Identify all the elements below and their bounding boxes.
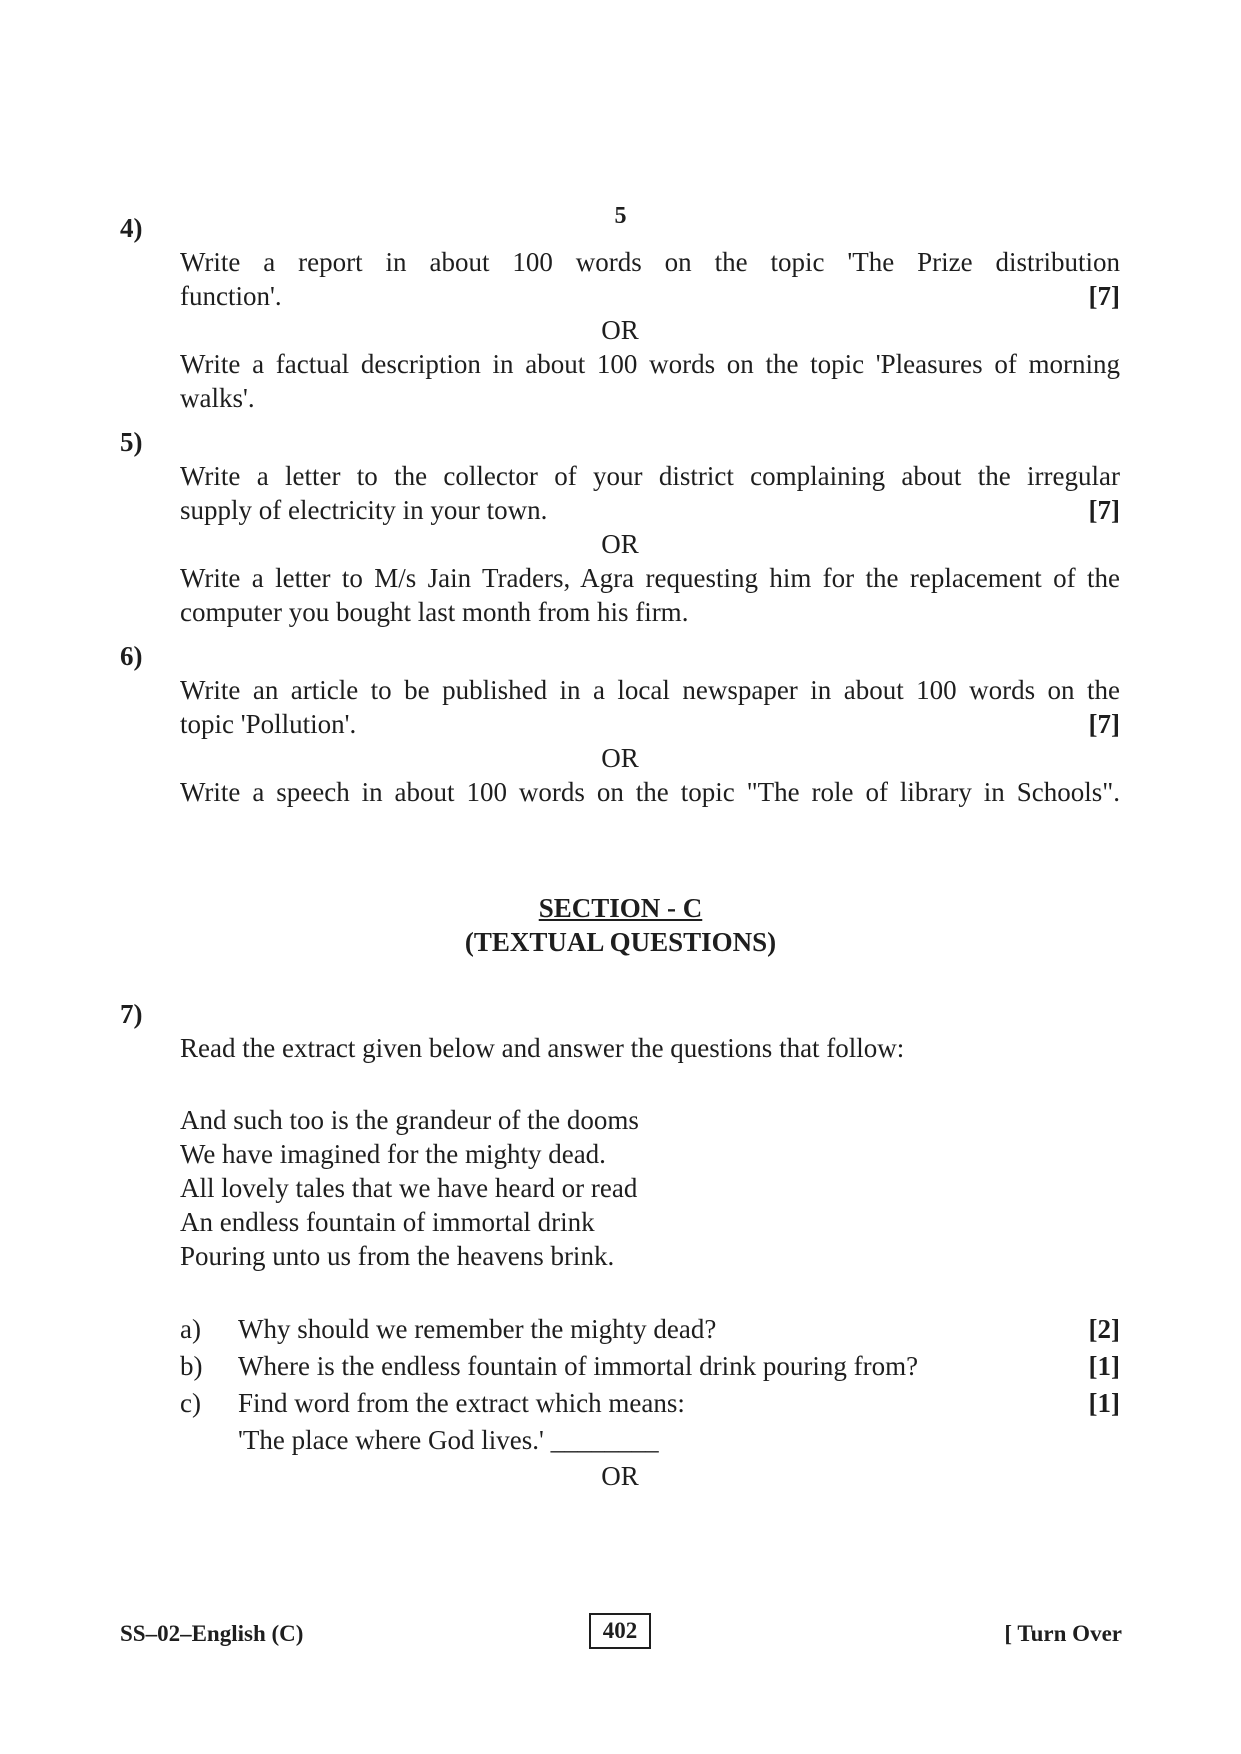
alternative-text-line: Write a factual description in about 100 words on the topic 'Pleasures of morning: [180, 349, 1120, 379]
question-4: [120, 211, 1120, 415]
question-text-line-last: [180, 707, 1120, 741]
subquestion-label: a): [180, 1314, 201, 1344]
question-text-line-last: [180, 279, 1120, 313]
subquestion-text: Why should we remember the mighty dead?: [238, 1314, 717, 1344]
question-number: 4): [120, 213, 143, 243]
alternative-text-line: walks'.: [180, 383, 255, 413]
section-heading: [0, 891, 1241, 959]
subquestion-label: c): [180, 1388, 201, 1418]
or-separator: OR: [601, 315, 639, 345]
question-number: 5): [120, 427, 143, 457]
question-5: [120, 425, 1120, 629]
question-6: [120, 639, 1120, 809]
section-subtitle: (TEXTUAL QUESTIONS): [464, 927, 777, 957]
footer-page-code-box: 402: [589, 1613, 651, 1649]
poem-line: And such too is the grandeur of the dooms: [180, 1105, 639, 1135]
marks-label: [1]: [1088, 1351, 1120, 1381]
footer-turn-over: [ Turn Over: [1004, 1621, 1122, 1646]
question-text-line: Write an article to be published in a local newspaper in about 100 words on the: [180, 675, 1120, 705]
question-number: 6): [120, 641, 143, 671]
question-text: supply of electricity in your town.: [180, 495, 548, 525]
subquestion-text: Find word from the extract which means:: [238, 1388, 685, 1418]
question-text-line: Write a letter to the collector of your district complaining about the irregular: [180, 461, 1120, 491]
footer-paper-code: SS–02–English (C): [120, 1621, 304, 1646]
marks-label: [2]: [1088, 1314, 1120, 1344]
question-number: 7): [120, 999, 143, 1029]
page-number: 5: [614, 203, 627, 229]
or-separator: OR: [601, 1461, 639, 1491]
subquestion-c: [180, 1385, 1120, 1422]
question-text: function'.: [180, 281, 282, 311]
poem-line: Pouring unto us from the heavens brink.: [180, 1241, 615, 1271]
question-text-line-last: [180, 493, 1120, 527]
marks-label: [1]: [1088, 1388, 1120, 1418]
poem-line: We have imagined for the mighty dead.: [180, 1139, 606, 1169]
alternative-text-line: Write a letter to M/s Jain Traders, Agra requesting him for the replacement of the: [180, 563, 1120, 593]
or-separator: OR: [601, 529, 639, 559]
alternative-text-line: computer you bought last month from his firm.: [180, 597, 689, 627]
section-title: SECTION - C: [538, 893, 703, 923]
subquestion-text: 'The place where God lives.' ________: [238, 1425, 659, 1455]
question-instruction: Read the extract given below and answer the questions that follow:: [180, 1033, 905, 1063]
question-text-line: Write a report in about 100 words on the topic 'The Prize distribution: [180, 247, 1120, 277]
question-7: [120, 997, 1120, 1493]
subquestion-c-continuation: [180, 1422, 1120, 1459]
alternative-text-line: Write a speech in about 100 words on the topic "The role of library in Schools".: [180, 777, 1120, 807]
marks-label: [7]: [1088, 495, 1120, 525]
poem-line: An endless fountain of immortal drink: [180, 1207, 595, 1237]
poem-line: All lovely tales that we have heard or read: [180, 1173, 638, 1203]
subquestion-label: b): [180, 1351, 203, 1381]
subquestion-text: Where is the endless fountain of immortal drink pouring from?: [238, 1351, 919, 1381]
subquestion-a: [180, 1311, 1120, 1348]
marks-label: [7]: [1088, 709, 1120, 739]
subquestion-b: [180, 1348, 1120, 1385]
or-separator: OR: [601, 743, 639, 773]
question-text: topic 'Pollution'.: [180, 709, 357, 739]
marks-label: [7]: [1088, 281, 1120, 311]
